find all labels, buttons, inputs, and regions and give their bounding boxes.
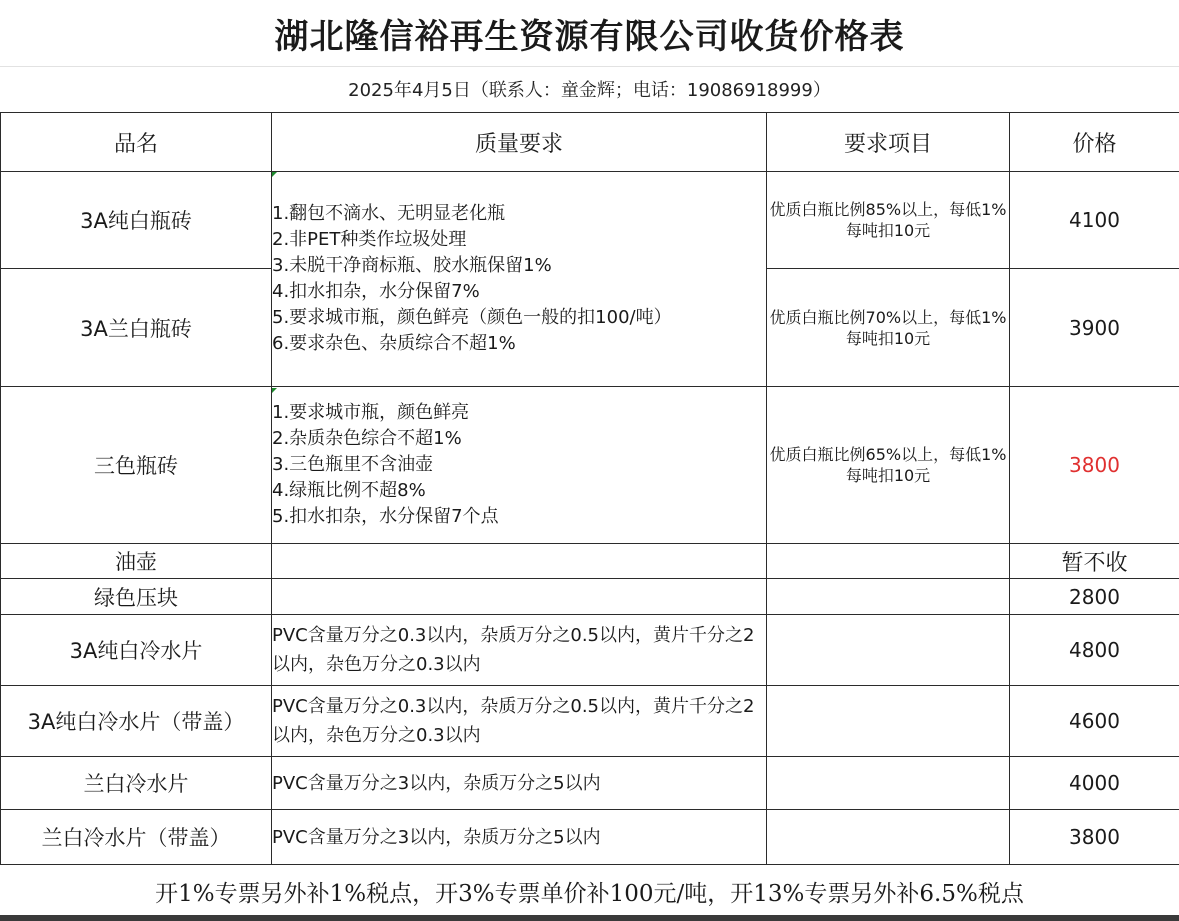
quality-cell [272, 579, 767, 615]
quality-line: 5.扣水扣杂，水分保留7个点 [272, 506, 499, 527]
product-name: 油壶 [1, 544, 272, 579]
date-contact-line: 2025年4月5日（联系人：童金辉；电话：19086918999） [348, 80, 831, 101]
quality-text: PVC含量万分之0.3以内，杂质万分之0.5以内，黄片千分之2以内，杂色万分之0.3以内 [272, 696, 755, 746]
price-value: 4100 [1010, 172, 1179, 269]
quality-cell [272, 387, 767, 544]
requirement-item: 优质白瓶比例70%以上，每低1%每吨扣10元 [767, 269, 1010, 387]
shared-quality-cell [272, 172, 767, 387]
requirement-item [767, 615, 1010, 686]
quality-line: 4.扣水扣杂，水分保留7% [272, 281, 480, 302]
header-project: 要求项目 [767, 113, 1010, 172]
page-title: 湖北隆信裕再生资源有限公司收货价格表 [274, 16, 905, 57]
quality-line: 6.要求杂色、杂质综合不超1% [272, 333, 516, 354]
header-name: 品名 [1, 113, 272, 172]
quality-line: 3.未脱干净商标瓶、胶水瓶保留1% [272, 255, 552, 276]
price-value: 4000 [1010, 757, 1179, 810]
requirement-item [767, 810, 1010, 865]
quality-line: 4.绿瓶比例不超8% [272, 480, 426, 501]
requirement-item [767, 686, 1010, 757]
cell-comment-marker-icon [272, 388, 277, 393]
tax-note: 开1%专票另外补1%税点，开3%专票单价补100元/吨，开13%专票另外补6.5%税点 [155, 880, 1024, 907]
quality-line: 2.非PET种类作垃圾处理 [272, 229, 467, 250]
quality-cell [272, 686, 767, 757]
quality-text: PVC含量万分之0.3以内，杂质万分之0.5以内，黄片千分之2以内，杂色万分之0.3以内 [272, 625, 755, 675]
product-name: 3A纯白瓶砖 [1, 172, 272, 269]
quality-list [272, 201, 766, 357]
quality-cell [272, 757, 767, 810]
table-row [1, 810, 1179, 865]
price-value: 3900 [1010, 269, 1179, 387]
product-name: 3A纯白冷水片（带盖） [1, 686, 272, 757]
quality-line: 2.杂质杂色综合不超1% [272, 428, 462, 449]
table-row [1, 686, 1179, 757]
quality-line: 1.要求城市瓶，颜色鲜亮 [272, 402, 470, 423]
table-row [1, 172, 1179, 269]
price-value: 4600 [1010, 686, 1179, 757]
product-name: 3A兰白瓶砖 [1, 269, 272, 387]
table-header-row [1, 113, 1179, 172]
header-quality: 质量要求 [272, 113, 767, 172]
product-name: 绿色压块 [1, 579, 272, 615]
quality-list [272, 400, 766, 530]
product-name: 3A纯白冷水片 [1, 615, 272, 686]
requirement-item [767, 544, 1010, 579]
requirement-item: 优质白瓶比例65%以上，每低1%每吨扣10元 [767, 387, 1010, 544]
table-row [1, 615, 1179, 686]
quality-line: 5.要求城市瓶，颜色鲜亮（颜色一般的扣100/吨） [272, 307, 672, 328]
price-value: 3800 [1010, 810, 1179, 865]
product-name: 三色瓶砖 [1, 387, 272, 544]
header-price: 价格 [1010, 113, 1179, 172]
quality-cell [272, 810, 767, 865]
price-table [0, 112, 1179, 865]
table-row [1, 579, 1179, 615]
table-row [1, 387, 1179, 544]
product-name: 兰白冷水片（带盖） [1, 810, 272, 865]
table-row [1, 544, 1179, 579]
table-row [1, 757, 1179, 810]
product-name: 兰白冷水片 [1, 757, 272, 810]
requirement-item [767, 757, 1010, 810]
price-value: 4800 [1010, 615, 1179, 686]
cell-comment-marker-icon [272, 172, 277, 177]
requirement-item: 优质白瓶比例85%以上，每低1%每吨扣10元 [767, 172, 1010, 269]
quality-text: PVC含量万分之3以内，杂质万分之5以内 [272, 826, 601, 848]
quality-line: 3.三色瓶里不含油壶 [272, 454, 434, 475]
bottom-bar [0, 915, 1179, 921]
quality-cell [272, 615, 767, 686]
requirement-item [767, 579, 1010, 615]
price-value: 暂不收 [1010, 544, 1179, 579]
price-value-highlighted: 3800 [1010, 387, 1179, 544]
quality-text: PVC含量万分之3以内，杂质万分之5以内 [272, 772, 601, 794]
quality-line: 1.翻包不滴水、无明显老化瓶 [272, 203, 506, 224]
price-value: 2800 [1010, 579, 1179, 615]
quality-cell [272, 544, 767, 579]
